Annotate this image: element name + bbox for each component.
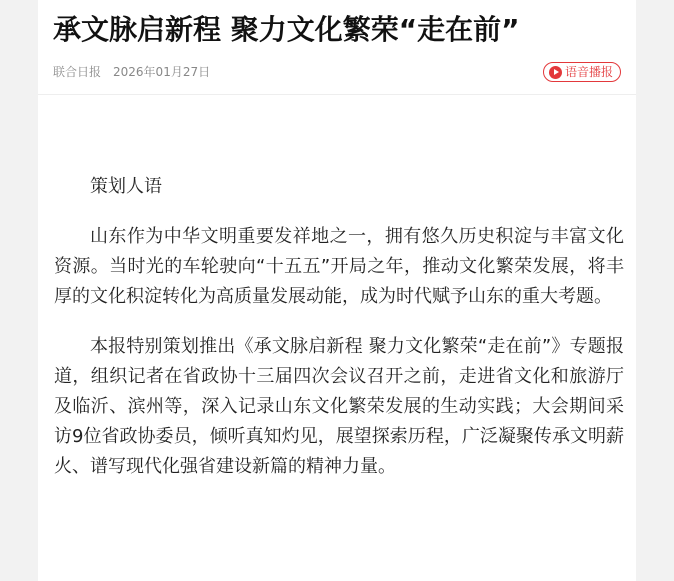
article-meta xyxy=(53,64,210,80)
audio-play-button[interactable] xyxy=(543,62,621,82)
body-paragraph-2: 本报特别策划推出《承文脉启新程 聚力文化繁荣“走在前”》专题报道，组织记者在省政协十三届四次会议召开之前，走进省文化和旅游厅及临沂、滨州等，深入记录山东文化繁荣发展的生动实践；大会期间采访9位省政协委员，倾听真知灼见，展望探索历程，广泛凝聚传承文明薪火、谱写现代化强省建设新篇的精神力量。 xyxy=(54,336,624,477)
audio-play-label: 语音播报 xyxy=(564,65,613,79)
article-body xyxy=(54,172,624,502)
article-container xyxy=(38,0,636,581)
article-date: 2026年01月27日 xyxy=(113,65,211,79)
play-icon xyxy=(549,66,562,79)
body-paragraph-1: 山东作为中华文明重要发祥地之一，拥有悠久历史积淀与丰富文化资源。当时光的车轮驶向“十五五”开局之年，推动文化繁荣发展，将丰厚的文化积淀转化为高质量发展动能，成为时代赋予山东的重大考题。 xyxy=(54,226,624,307)
article-source: 联合日报 xyxy=(53,65,102,79)
header-divider xyxy=(38,94,636,95)
article-title: 承文脉启新程 聚力文化繁荣“走在前” xyxy=(53,13,520,46)
body-heading: 策划人语 xyxy=(90,176,162,197)
